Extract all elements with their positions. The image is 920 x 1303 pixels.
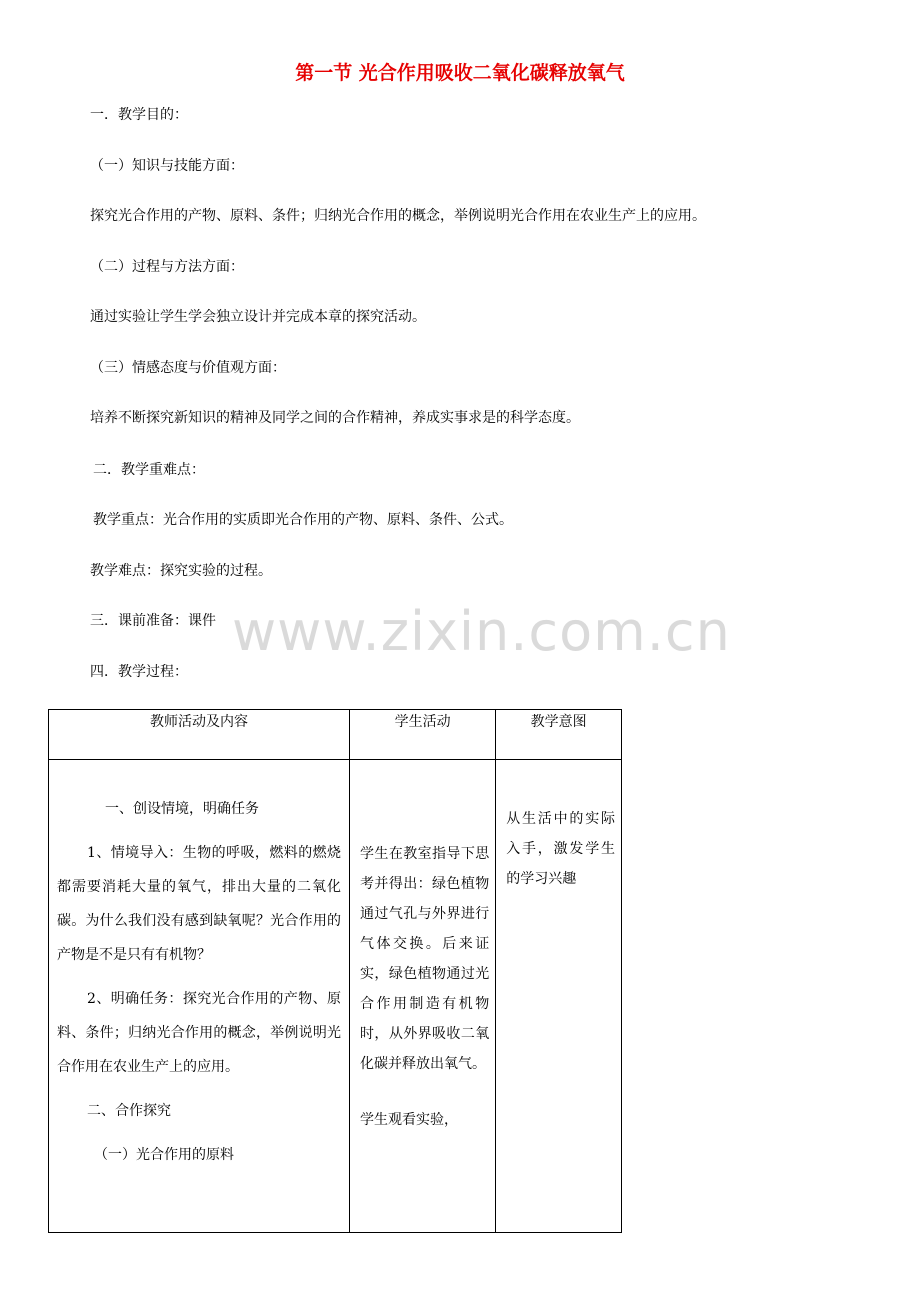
teacher-cell (49, 760, 350, 1233)
table-row (49, 760, 622, 1233)
watermark: www.zixin.com.cn (232, 600, 731, 663)
teaching-process-heading: 四．教学过程： (90, 664, 188, 680)
teacher-paragraph-1: 1、情境导入：生物的呼吸，燃料的燃烧都需要消耗大量的氧气，排出大量的二氧化碳。为什么我们没有感到缺氧呢？光合作用的产物是不是只有有机物？ (57, 845, 342, 963)
lesson-table (48, 709, 622, 1233)
intent-cell (496, 760, 622, 1233)
section-objectives-heading: 一．教学目的： (90, 107, 188, 123)
student-paragraph-2: 学生观看实验， (360, 1112, 459, 1128)
difficult-points-text: 教学难点：探究实验的过程。 (90, 563, 272, 579)
key-points-text: 教学重点：光合作用的实质即光合作用的产物、原料、条件、公式。 (93, 512, 513, 528)
knowledge-skills-text: 探究光合作用的产物、原料、条件；归纳光合作用的概念，举例说明光合作用在农业生产上的应用。 (90, 208, 706, 224)
knowledge-skills-heading: （一）知识与技能方面： (90, 158, 244, 174)
student-paragraph-1: 学生在教室指导下思考并得出：绿色植物通过气孔与外界进行气体交换。后来证实，绿色植物通过光合作用制造有机物时，从外界吸收二氧化碳并释放出氧气。 (360, 846, 490, 1072)
attitude-values-heading: （三）情感态度与价值观方面： (90, 360, 286, 376)
page-title: 第一节 光合作用吸收二氧化碳释放氧气 (295, 62, 625, 84)
student-cell (350, 760, 496, 1233)
key-difficult-heading: 二．教学重难点： (93, 462, 205, 478)
header-student: 学生活动 (350, 710, 496, 760)
header-intent: 教学意图 (496, 710, 622, 760)
process-method-heading: （二）过程与方法方面： (90, 259, 244, 275)
teacher-heading-1: 一、创设情境，明确任务 (105, 801, 259, 817)
header-teacher: 教师活动及内容 (49, 710, 350, 760)
intent-paragraph-1: 从生活中的实际入手，激发学生的学习兴趣 (506, 811, 615, 887)
attitude-values-text: 培养不断探究新知识的精神及同学之间的合作精神，养成实事求是的科学态度。 (90, 410, 580, 426)
table-header-row (49, 710, 622, 760)
teacher-paragraph-2: 2、明确任务：探究光合作用的产物、原料、条件；归纳光合作用的概念，举例说明光合作用在农业生产上的应用。 (57, 991, 342, 1075)
teacher-heading-3: （一）光合作用的原料 (94, 1147, 234, 1163)
process-method-text: 通过实验让学生学会独立设计并完成本章的探究活动。 (90, 309, 426, 325)
preparation-text: 三．课前准备：课件 (90, 613, 216, 629)
teacher-heading-2: 二、合作探究 (87, 1103, 171, 1119)
